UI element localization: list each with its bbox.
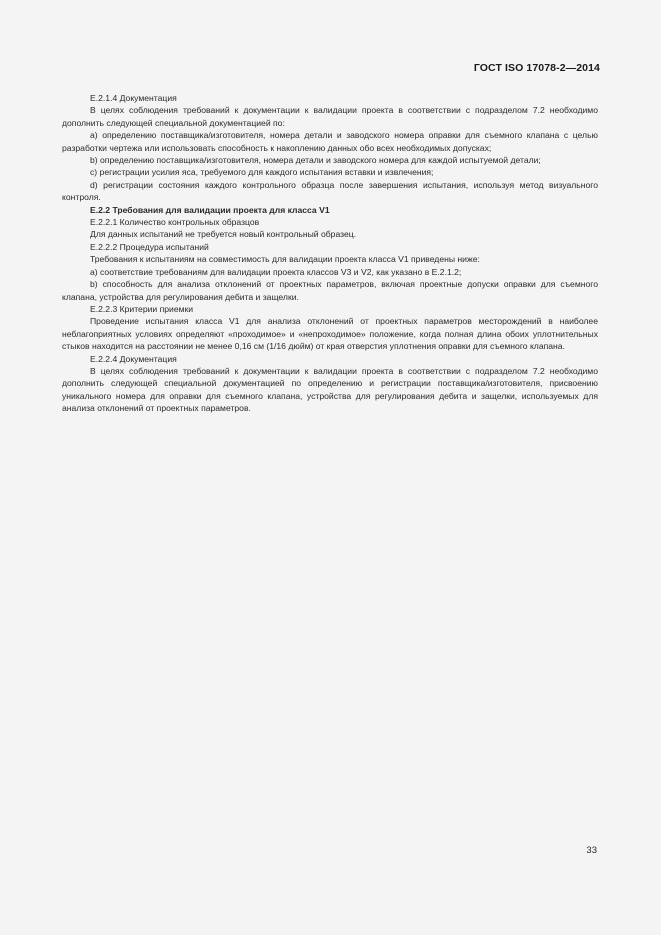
list-item: b) определению поставщика/изготовителя, номера детали и заводского номера для каждой испытуемой детали; [90,155,541,166]
section-heading: E.2.2.2 Процедура испытаний [90,241,209,252]
list-item: c) регистрации усилия яса, требуемого для каждого испытания вставки и извлечения; [90,167,434,178]
section-heading-bold: E.2.2 Требования для валидации проекта для класса V1 [90,204,330,215]
list-item: b) способность для анализа отклонений от проектных параметров, включая проектные допуски оправки для съемного клапана, устройства для регулирования дебита и защелки. [62,279,598,302]
paragraph: В целях соблюдения требований к документации к валидации проекта в соответствии с подразделом 7.2 необходимо дополнить следующей специальной документацией по определению и регистрации поставщика/изготовителя, присвоению уникального номера для оправки для съемного клапана, устройства для регулирования дебита и защелки, используемых для анализа отклонений от проектных параметров. [62,365,598,414]
list-item: a) соответствие требованиям для валидации проекта классов V3 и V2, как указано в E.2.1.2; [90,266,462,277]
section-heading: E.2.2.4 Документация [90,353,177,364]
section-heading: E.2.2.1 Количество контрольных образцов [90,217,260,228]
paragraph: Требования к испытаниям на совместимость для валидации проекта класса V1 приведены ниже: [90,254,480,265]
paragraph: В целях соблюдения требований к документации к валидации проекта в соответствии с подразделом 7.2 необходимо дополнить следующей специальной документацией по: [62,105,598,128]
page-number: 33 [586,845,597,856]
standard-header: ГОСТ ISO 17078-2—2014 [473,62,600,74]
list-item: d) регистрации состояния каждого контрольного образца после завершения испытания, используя метод визуального контроля. [62,179,598,203]
document-body [62,92,598,415]
list-item: a) определению поставщика/изготовителя, номера детали и заводского номера оправки для съемного клапана с целью разработки чертежа или использовать способность к накоплению данных обо всех необходимых допусках; [62,130,598,153]
section-heading: E.2.1.4 Документация [90,93,177,103]
paragraph: Проведение испытания класса V1 для анализа отклонений от проектных параметров месторождений в наиболее неблагоприятных условиях определяют «проходимое» и «непроходимое» положение, когда полная длина обоих уплотнительных стыков находится на расстоянии не менее 0,16 см (1/16 дюйм) от края отверстия уплотнения оправки для съемного клапана. [62,316,598,352]
paragraph: Для данных испытаний не требуется новый контрольный образец. [90,229,357,240]
section-heading: E.2.2.3 Критерии приемки [90,303,194,314]
